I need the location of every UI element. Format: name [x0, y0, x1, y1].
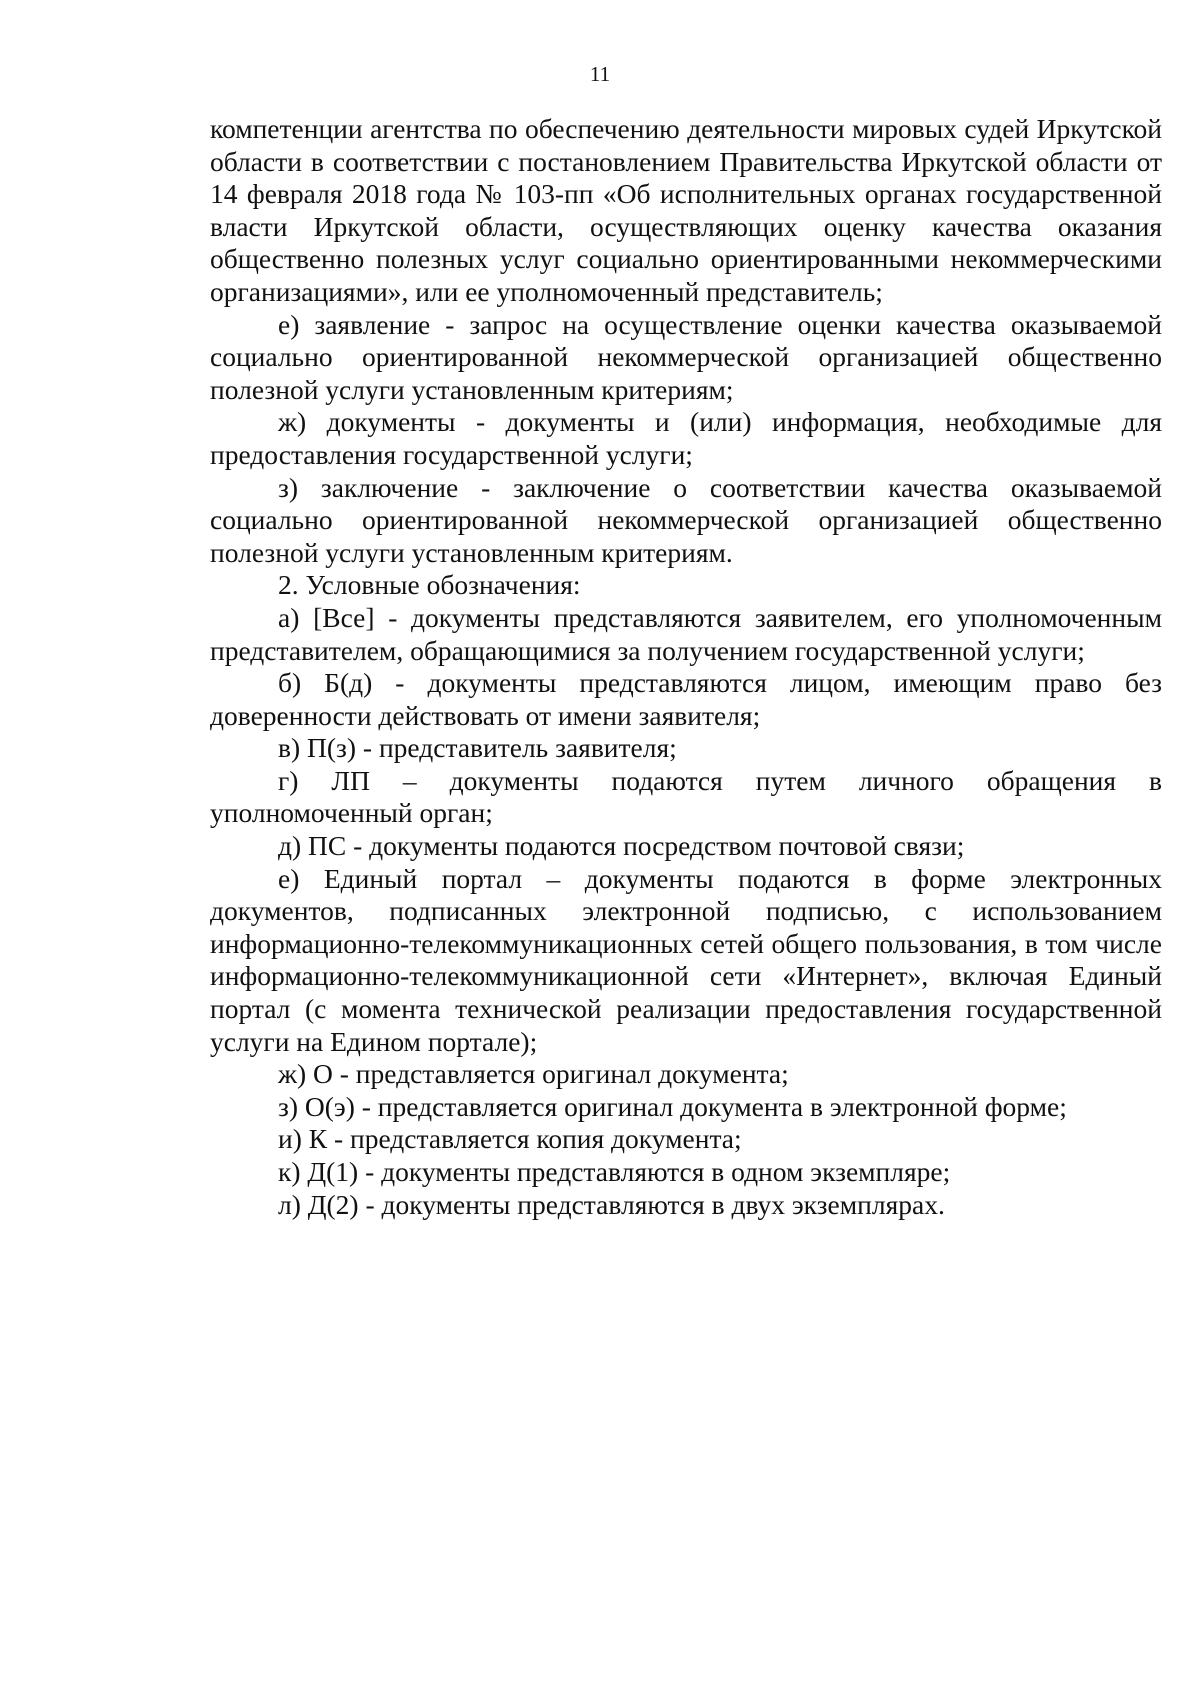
- paragraph-continuation: компетенции агентства по обеспечению деятельности мировых судей Иркутской области в соответствии с постановлением Правительства Иркутской области от 14 февраля 2018 года № 103-пп «Об исполнительных органах государственной власти Иркутской области, осуществляющих оценку качества оказания общественно полезных услуг социально ориентированными некоммерческими организациями», или ее уполномоченный представитель;: [210, 113, 1162, 307]
- definition-e-application: е) заявление - запрос на осуществление оценки качества оказываемой социально ориентированной некоммерческой организацией общественно полезной услуги установленным критериям;: [210, 308, 1162, 405]
- symbol-d-ps: д) ПС - документы подаются посредством почтовой связи;: [278, 830, 965, 862]
- definition-z-conclusion: з) заключение - заключение о соответствии качества оказываемой социально ориентированной некоммерческой организацией общественно полезной услуги установленным критериям.: [210, 471, 1162, 568]
- document-body: [210, 113, 1162, 1221]
- symbol-l-two-copies: л) Д(2) - документы представляются в двух экземплярах.: [278, 1188, 945, 1220]
- definition-zh-documents: ж) документы - документы и (или) информация, необходимые для предоставления государственной услуги;: [210, 406, 1162, 470]
- symbol-e-portal: е) Единый портал – документы подаются в форме электронных документов, подписанных электронной подписью, с использованием информационно-телекоммуникационных сетей общего пользования, в том числе информационно-телекоммуникационной сети «Интернет», включая Единый портал (с момента технической реализации предоставления государственной услуги на Едином портале);: [210, 862, 1162, 1057]
- symbol-z-original-electronic: з) О(э) - представляется оригинал документа в электронной форме;: [278, 1090, 1067, 1122]
- symbol-g-lp: г) ЛП – документы подаются путем личного обращения в уполномоченный орган;: [210, 764, 1162, 829]
- symbol-zh-original: ж) О - представляется оригинал документа;: [278, 1058, 789, 1090]
- symbol-v-pz: в) П(з) - представитель заявителя;: [278, 732, 677, 764]
- symbol-k-one-copy: к) Д(1) - документы представляются в одном экземпляре;: [278, 1156, 951, 1187]
- symbol-b-bd: б) Б(д) - документы представляются лицом, имеющим право без доверенности действовать от имени заявителя;: [210, 667, 1162, 731]
- symbol-a-all: а) [Все] - документы представляются заявителем, его уполномоченным представителем, обращающимися за получением государственной услуги;: [210, 601, 1162, 666]
- symbol-i-copy: и) К - представляется копия документа;: [278, 1123, 742, 1155]
- page-number: 11: [589, 62, 611, 86]
- section-heading-symbols: 2. Условные обозначения:: [278, 569, 581, 601]
